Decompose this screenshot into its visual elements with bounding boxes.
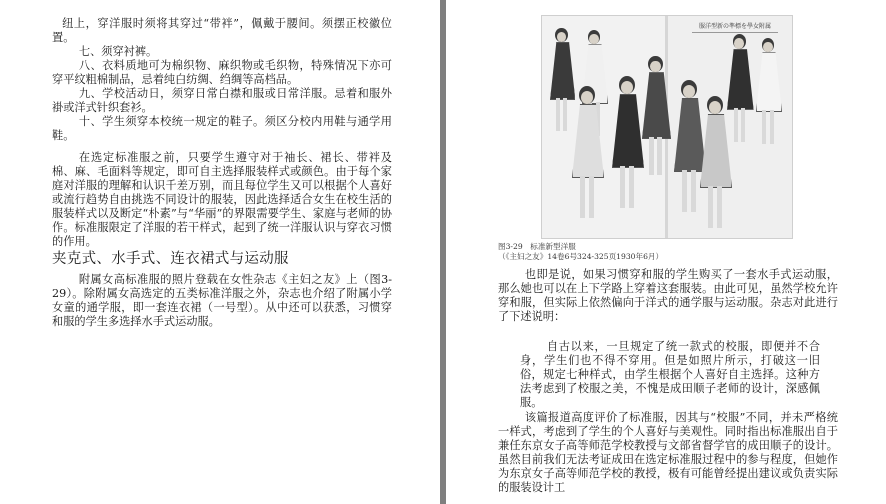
figure-face xyxy=(709,101,721,114)
figure-caption xyxy=(498,242,663,262)
figure-leg xyxy=(589,176,594,218)
figure-face xyxy=(589,34,599,44)
paragraph-1-block xyxy=(498,268,838,324)
figure-leg xyxy=(734,108,738,142)
rule-paragraph: 纽上，穿洋服时须将其穿过“带袢”，佩戴于腰间。须摆正校徽位置。 xyxy=(52,17,392,44)
figure-leg xyxy=(762,110,766,144)
student-figure xyxy=(756,38,780,150)
figure-leg xyxy=(741,108,745,142)
figure-leg xyxy=(629,166,634,208)
figure-face xyxy=(650,61,661,73)
figure-face xyxy=(683,85,695,98)
quote-block xyxy=(520,340,820,410)
body-text xyxy=(52,151,392,249)
student-figure xyxy=(642,56,669,182)
body-paragraph: 也即是说，如果习惯穿和服的学生购买了一套水手式运动服，那么她也可以在上下学路上穿着这套服装。由此可见，虽然学校允许穿和服，但实际上依然偏向于洋式的通学服与运动服。杂志对此进行了下述说明： xyxy=(498,268,838,323)
figure-leg xyxy=(691,170,696,212)
caption-line-2: （《主妇之友》14卷6号324-325页1930年6月） xyxy=(498,252,664,261)
rule-paragraph: 九、学校活动日，须穿日常白襟和服或日常洋服。忌着和服外褂或洋式针织套衫。 xyxy=(52,87,392,114)
figure-face xyxy=(621,81,633,94)
figure-leg xyxy=(770,110,774,144)
figure-face xyxy=(734,38,744,49)
figure-dress xyxy=(727,49,754,110)
student-figure xyxy=(612,76,642,216)
section-heading: 夹克式、水手式、连衣裙式与运动服 xyxy=(52,251,289,267)
figure-dress xyxy=(756,52,782,112)
rule-paragraph: 十、学生须穿本校统一规定的鞋子。须区分校内用鞋与通学用鞋。 xyxy=(52,115,392,142)
rule-paragraph: 七、须穿衬裤。 xyxy=(78,45,158,58)
figure-face xyxy=(581,91,593,104)
student-figure xyxy=(700,96,730,236)
body-paragraph: 在选定标准服之前，只要学生遵守对于袖长、裙长、带袢及棉、麻、毛面料等规定，即可自主选择服装样式或颜色。由于每个家庭对洋服的理解和认识千差万别，而且每位学生又可以根据个人喜好或流行趋势自由挑选不同设计的服装，因此选择适合女生在校生活的服装样式以及断定“朴素”与“华丽”的界限需要学生、家庭与老师的协作。标准服限定了洋服的若干样式，起到了统一洋服认识与穿衣习惯的作用。 xyxy=(52,151,392,248)
figure-leg xyxy=(563,98,567,131)
figure-leg xyxy=(717,186,722,228)
figure-leg xyxy=(708,186,713,228)
dress-rules-list xyxy=(52,17,392,143)
student-figure xyxy=(727,34,752,149)
figure-dress xyxy=(612,94,644,168)
figure-leg xyxy=(657,137,662,175)
paragraph-2-block xyxy=(498,411,838,495)
figure-leg xyxy=(580,176,585,218)
figure-leg xyxy=(682,170,687,212)
right-page xyxy=(446,0,886,504)
section-text xyxy=(52,273,392,329)
caption-line-1: 图3-29 标准新型洋服 xyxy=(498,242,576,251)
figure-dress xyxy=(572,104,604,178)
photo-title-banner: 服洋型新の準標を學女附属 xyxy=(692,22,778,33)
section-paragraph: 附属女高标准服的照片登载在女性杂志《主妇之友》上（图3-29）。除附属女高选定的五类标准洋服之外，杂志也介绍了附属小学女童的通学服，即一套连衣裙（一号型）。从中还可以获悉，习惯穿和服的学生多选择水手式运动服。 xyxy=(52,273,392,328)
quoted-passage: 自古以来，一旦规定了统一款式的校服，即便并不合身，学生们也不得不穿用。但是如照片所示，打破这一旧俗，规定七种样式，由学生根据个人喜好自主选择。这种方法考虑到了校服之美，不愧是成田顺子老师的设计，深感佩服。 xyxy=(520,340,820,409)
body-paragraph: 该篇报道高度评价了标准服，因其与“校服”不同，并未严格统一样式，考虑到了学生的个人喜好与美观性。同时指出标准服出自于兼任东京女子高等师范学校教授与文部省督学官的成田顺子的设计。虽然目前我们无法考证成田在选定标准服过程中的参与程度，但她作为东京女子高等师范学校的教授，极有可能曾经提出建议或负责实际的服装设计工 xyxy=(498,411,838,494)
figure-face xyxy=(763,42,773,52)
figure-leg xyxy=(649,137,654,175)
student-figure xyxy=(550,28,573,137)
figure-leg xyxy=(556,98,560,131)
magazine-photo xyxy=(541,15,793,239)
figure-dress xyxy=(642,72,671,139)
left-page xyxy=(0,0,440,504)
figure-leg xyxy=(620,166,625,208)
rule-paragraph: 八、衣料质地可为棉织物、麻织物或毛织物，特殊情况下亦可穿平纹粗棉制品，忌着纯白纺绸、绉绸等高档品。 xyxy=(52,59,392,86)
student-figure xyxy=(572,86,602,226)
